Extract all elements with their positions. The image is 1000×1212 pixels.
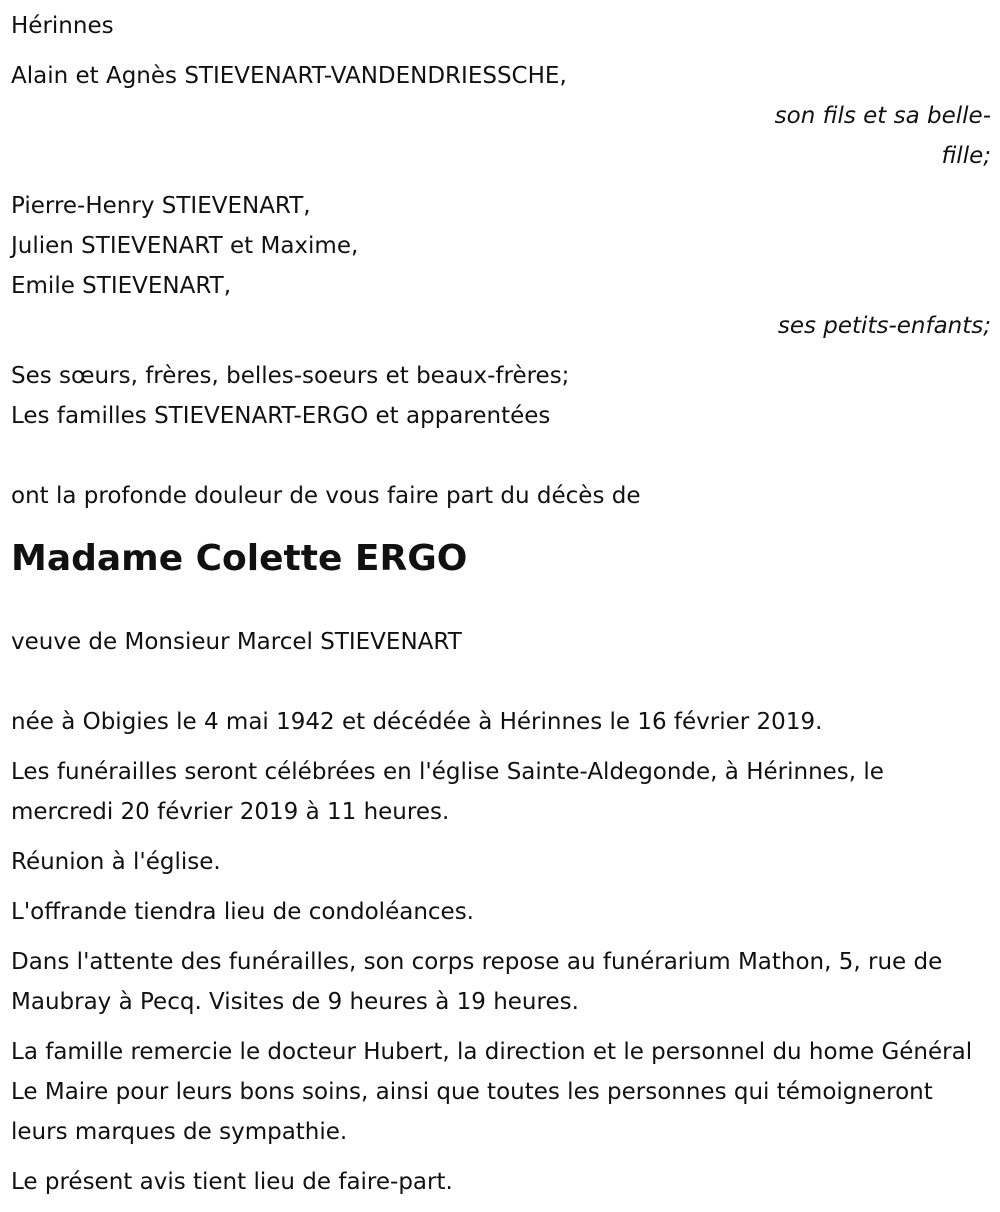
spacer xyxy=(11,346,991,356)
grandchild-name: Julien STIEVENART et Maxime, xyxy=(11,233,359,259)
son-names: Alain et Agnès STIEVENART-VANDENDRIESSCHE, xyxy=(11,63,567,89)
place-name: Hérinnes xyxy=(11,13,114,39)
widow-of-line: veuve de Monsieur Marcel STIEVENART xyxy=(11,629,462,655)
detail-paragraph: née à Obigies le 4 mai 1942 et décédée à Hérinnes le 16 février 2019. xyxy=(11,709,823,735)
detail-paragraph: Dans l'attente des funérailles, son corps repose au funérarium Mathon, 5, rue de Maubray à Pecq. Visites de 9 heures à 19 heures. xyxy=(11,949,943,1015)
siblings-line: Ses sœurs, frères, belles-soeurs et beaux-frères; xyxy=(11,363,570,389)
spacer xyxy=(11,46,991,56)
detail-paragraph: Les funérailles seront célébrées en l'église Sainte-Aldegonde, à Hérinnes, le mercredi 20 février 2019 à 11 heures. xyxy=(11,759,884,825)
spacer xyxy=(11,516,991,526)
spacer xyxy=(11,526,991,536)
detail-paragraph: L'offrande tiendra lieu de condoléances. xyxy=(11,899,474,925)
detail-paragraph: La famille remercie le docteur Hubert, la direction et le personnel du home Général Le Maire pour leurs bons soins, ainsi que toutes les personnes qui témoigneront leurs marques de sympathie. xyxy=(11,1039,973,1145)
son-relation-line-2: fille; xyxy=(941,143,991,169)
spacer xyxy=(11,662,991,702)
spacer xyxy=(11,582,991,622)
families-line: Les familles STIEVENART-ERGO et apparentées xyxy=(11,403,551,429)
detail-paragraph: Le présent avis tient lieu de faire-part. xyxy=(11,1169,453,1195)
grandchildren-relation: ses petits-enfants; xyxy=(777,313,991,339)
deceased-name: Madame Colette ERGO xyxy=(11,538,468,579)
son-relation-line-1: son fils et sa belle- xyxy=(774,103,991,129)
detail-paragraph: Réunion à l'église. xyxy=(11,849,221,875)
announcement-text: ont la profonde douleur de vous faire part du décès de xyxy=(11,483,641,509)
grandchild-name: Pierre-Henry STIEVENART, xyxy=(11,193,311,219)
spacer xyxy=(11,436,991,476)
spacer xyxy=(11,176,991,186)
grandchild-name: Emile STIEVENART, xyxy=(11,273,232,299)
obituary-notice xyxy=(11,6,991,1212)
